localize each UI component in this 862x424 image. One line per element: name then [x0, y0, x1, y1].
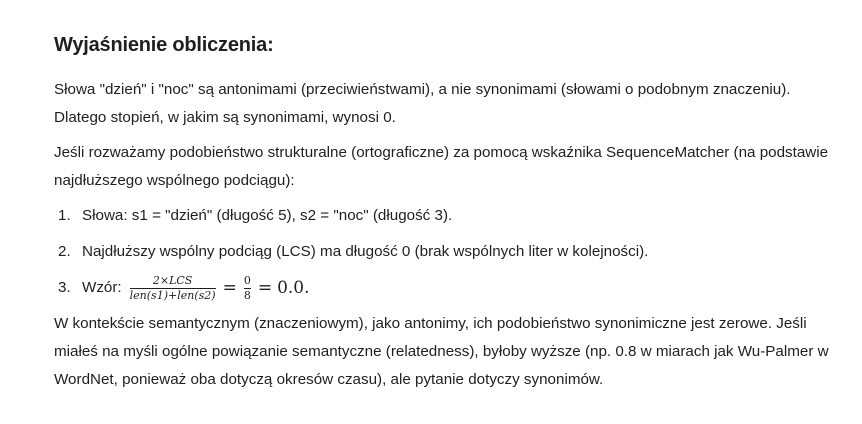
response-content	[54, 30, 834, 401]
fraction-denominator: 8	[243, 288, 251, 302]
calculation-steps	[54, 202, 834, 302]
formula	[128, 274, 310, 302]
paragraph-structural: Jeśli rozważamy podobieństwo strukturalne (ortograficzne) za pomocą wskaźnika SequenceMatcher (na podstawie najdłuższego wspólnego podciągu):	[54, 144, 829, 189]
equals-sign: =	[222, 278, 237, 298]
fraction-numerator: 0	[243, 273, 251, 287]
fraction-lcs	[130, 275, 216, 302]
fraction-numerator: 2×LCS	[152, 273, 193, 287]
list-item	[54, 202, 834, 230]
equals-sign: =	[257, 278, 273, 298]
fraction-values	[244, 275, 251, 302]
paragraph-semantic: W kontekście semantycznym (znaczeniowym), jako antonimy, ich podobieństwo synonimiczne jest zerowe. Jeśli miałeś na myśli ogólne powiązanie semantyczne (relatedness), byłoby wyższe (np. 0.8 w miarach jak Wu-Palmer w WordNet, ponieważ oba dotyczą okresów czasu), ale pytanie dotyczy synonimów.	[54, 315, 829, 388]
list-item-number: 2.	[58, 243, 71, 260]
section-heading: Wyjaśnienie obliczenia:	[54, 34, 274, 56]
formula-row	[82, 274, 834, 302]
formula-result: 0.0.	[277, 278, 310, 298]
list-item	[54, 238, 834, 266]
formula-label: Wzór:	[82, 279, 122, 296]
list-item-number: 3.	[58, 279, 71, 296]
list-item-text: Słowa: s1 = "dzień" (długość 5), s2 = "noc" (długość 3).	[82, 207, 453, 224]
fraction-denominator: len(s1)+len(s2)	[129, 288, 216, 302]
paragraph-antonyms: Słowa "dzień" i "noc" są antonimami (przeciwieństwami), a nie synonimami (słowami o podobnym znaczeniu). Dlatego stopień, w jakim są synonimami, wynosi 0.	[54, 81, 791, 126]
list-item-number: 1.	[58, 207, 71, 224]
list-item	[54, 274, 834, 302]
list-item-text: Najdłuższy wspólny podciąg (LCS) ma długość 0 (brak wspólnych liter w kolejności).	[82, 243, 649, 260]
